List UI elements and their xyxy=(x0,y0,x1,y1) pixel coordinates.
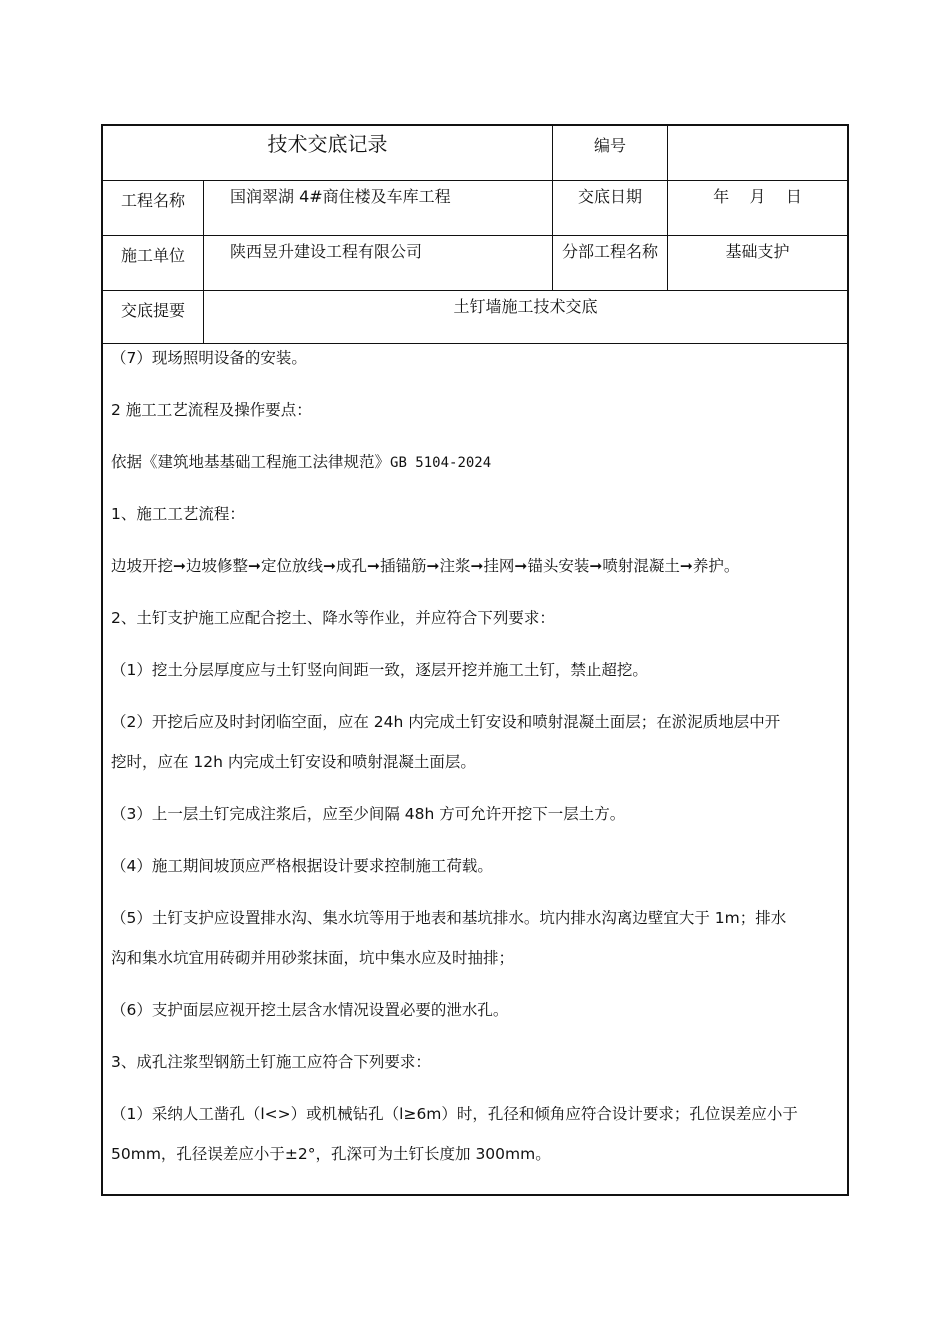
title-row xyxy=(103,126,847,181)
date-label: 交底日期 xyxy=(553,181,668,235)
content-paragraph: （3）上一层土钉完成注浆后，应至少间隔 48h 方可允许开挖下一层土方。 xyxy=(111,805,626,823)
disclosure-content xyxy=(103,344,847,1194)
disclosure-record-table xyxy=(101,124,849,1196)
content-paragraph: （7）现场照明设备的安装。 xyxy=(111,349,307,367)
content-paragraph: 3、成孔注浆型钢筋土钉施工应符合下列要求： xyxy=(111,1053,431,1071)
project-name-row xyxy=(103,181,847,236)
content-paragraph: 沟和集水坑宜用砖砌并用砂浆抹面，坑中集水应及时抽排； xyxy=(111,949,515,967)
content-paragraph: 50mm，孔径误差应小于±2°，孔深可为土钉长度加 300mm。 xyxy=(111,1145,551,1163)
subproject-label: 分部工程名称 xyxy=(553,236,668,290)
content-paragraph: （1）挖土分层厚度应与土钉竖向间距一致，逐层开挖并施工土钉，禁止超挖。 xyxy=(111,661,648,679)
project-name-label: 工程名称 xyxy=(103,181,204,235)
subproject-value: 基础支护 xyxy=(725,242,790,261)
unit-row xyxy=(103,236,847,291)
number-value xyxy=(668,126,847,180)
summary-value: 土钉墙施工技术交底 xyxy=(453,297,598,316)
summary-row xyxy=(103,291,847,344)
content-paragraph: 挖时，应在 12h 内完成土钉安设和喷射混凝土面层。 xyxy=(111,753,476,771)
unit-value: 陕西昱升建设工程有限公司 xyxy=(204,236,553,290)
content-paragraph: 2 施工工艺流程及操作要点： xyxy=(111,401,312,419)
standard-code: GB 5104-2024 xyxy=(390,455,492,471)
date-value: 年 月 日 xyxy=(713,187,802,206)
number-label: 编号 xyxy=(553,126,668,180)
content-paragraph: （6）支护面层应视开挖土层含水情况设置必要的泄水孔。 xyxy=(111,1001,509,1019)
summary-label: 交底提要 xyxy=(103,291,204,343)
content-paragraph xyxy=(111,452,839,473)
content-paragraph: （4）施工期间坡顶应严格根据设计要求控制施工荷载。 xyxy=(111,857,493,875)
project-name-value: 国润翠湖 4#商住楼及车库工程 xyxy=(204,181,553,235)
content-paragraph: （2）开挖后应及时封闭临空面，应在 24h 内完成土钉安设和喷射混凝土面层；在淤泥质地层中开 xyxy=(111,713,781,731)
standard-title: 依据《建筑地基基础工程施工法律规范》 xyxy=(111,453,391,471)
unit-label: 施工单位 xyxy=(103,236,204,290)
content-paragraph: （1）采纳人工凿孔（l<>）或机械钻孔（l≥6m）时，孔径和倾角应符合设计要求；孔位误差应小于 xyxy=(111,1105,798,1123)
content-paragraph: 1、施工工艺流程： xyxy=(111,505,245,523)
process-flow: 边坡开挖➞边坡修整➞定位放线➞成孔➞插锚筋➞注浆➞挂网➞锚头安装➞喷射混凝土➞养护。 xyxy=(111,557,740,575)
document-title: 技术交底记录 xyxy=(103,126,553,180)
content-paragraph: （5）土钉支护应设置排水沟、集水坑等用于地表和基坑排水。坑内排水沟离边壁宜大于 1m；排水 xyxy=(111,909,787,927)
content-paragraph: 2、土钉支护施工应配合挖土、降水等作业，并应符合下列要求： xyxy=(111,609,555,627)
